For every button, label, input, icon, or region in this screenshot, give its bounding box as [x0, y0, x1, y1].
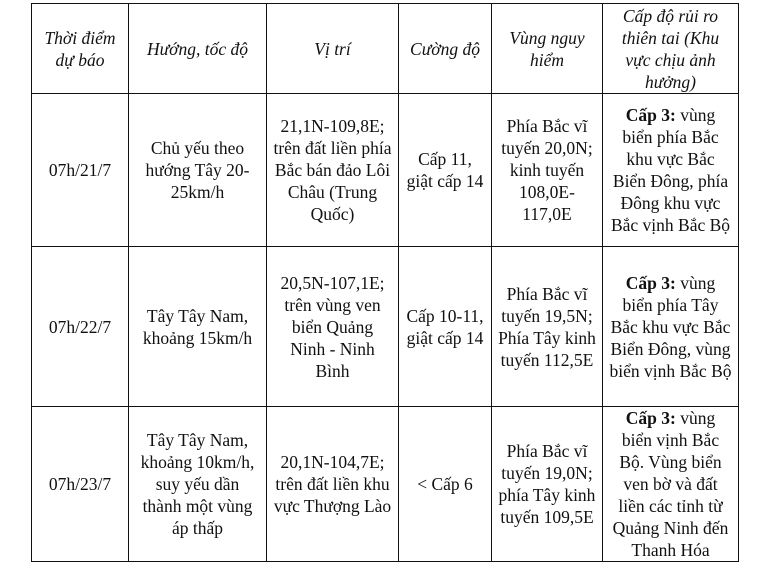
- header-intensity: Cường độ: [399, 4, 492, 94]
- cell-position: 20,5N-107,1E; trên vùng ven biển Quảng Ninh - Ninh Bình: [267, 247, 399, 407]
- header-position: Vị trí: [267, 4, 399, 94]
- risk-level-label: Cấp 3:: [625, 105, 676, 125]
- risk-area-text: vùng biển vịnh Bắc Bộ. Vùng biển ven bờ và đất liền các tỉnh từ Quảng Ninh đến Thanh Hóa: [612, 408, 729, 560]
- cell-direction: Tây Tây Nam, khoảng 10km/h, suy yếu dần thành một vùng áp thấp: [129, 407, 267, 562]
- cell-direction: Chủ yếu theo hướng Tây 20-25km/h: [129, 94, 267, 247]
- risk-area-text: vùng biển phía Tây Bắc khu vực Bắc Biển Đông, vùng biển vịnh Bắc Bộ: [609, 272, 732, 381]
- header-direction-speed: Hướng, tốc độ: [129, 4, 267, 94]
- cell-risk: [603, 94, 739, 247]
- table-row: [32, 247, 739, 407]
- cell-danger-zone: Phía Bắc vĩ tuyến 20,0N; kinh tuyến 108,0E-117,0E: [492, 94, 603, 247]
- risk-level-label: Cấp 3:: [625, 408, 676, 428]
- cell-intensity: Cấp 11, giật cấp 14: [399, 94, 492, 247]
- cell-risk: [603, 407, 739, 562]
- cell-direction: Tây Tây Nam, khoảng 15km/h: [129, 247, 267, 407]
- cell-intensity: Cấp 10-11, giật cấp 14: [399, 247, 492, 407]
- cell-intensity: < Cấp 6: [399, 407, 492, 562]
- table-row: [32, 94, 739, 247]
- header-danger-zone: Vùng nguy hiểm: [492, 4, 603, 94]
- header-forecast-time: Thời điểm dự báo: [32, 4, 129, 94]
- table-row: [32, 407, 739, 562]
- table-header-row: [32, 4, 739, 94]
- cell-position: 21,1N-109,8E; trên đất liền phía Bắc bán đảo Lôi Châu (Trung Quốc): [267, 94, 399, 247]
- cell-danger-zone: Phía Bắc vĩ tuyến 19,0N; phía Tây kinh tuyến 109,5E: [492, 407, 603, 562]
- cell-time: 07h/21/7: [32, 94, 129, 247]
- cell-risk: [603, 247, 739, 407]
- cell-danger-zone: Phía Bắc vĩ tuyến 19,5N; Phía Tây kinh tuyến 112,5E: [492, 247, 603, 407]
- header-risk-level: Cấp độ rủi ro thiên tai (Khu vực chịu ảnh hưởng): [603, 4, 739, 94]
- cell-time: 07h/22/7: [32, 247, 129, 407]
- cell-time: 07h/23/7: [32, 407, 129, 562]
- cell-position: 20,1N-104,7E; trên đất liền khu vực Thượng Lào: [267, 407, 399, 562]
- forecast-table: [31, 3, 739, 562]
- risk-area-text: vùng biển phía Bắc khu vực Bắc Biển Đông, phía Đông khu vực Bắc vịnh Bắc Bộ: [610, 105, 731, 235]
- risk-level-label: Cấp 3:: [625, 272, 676, 293]
